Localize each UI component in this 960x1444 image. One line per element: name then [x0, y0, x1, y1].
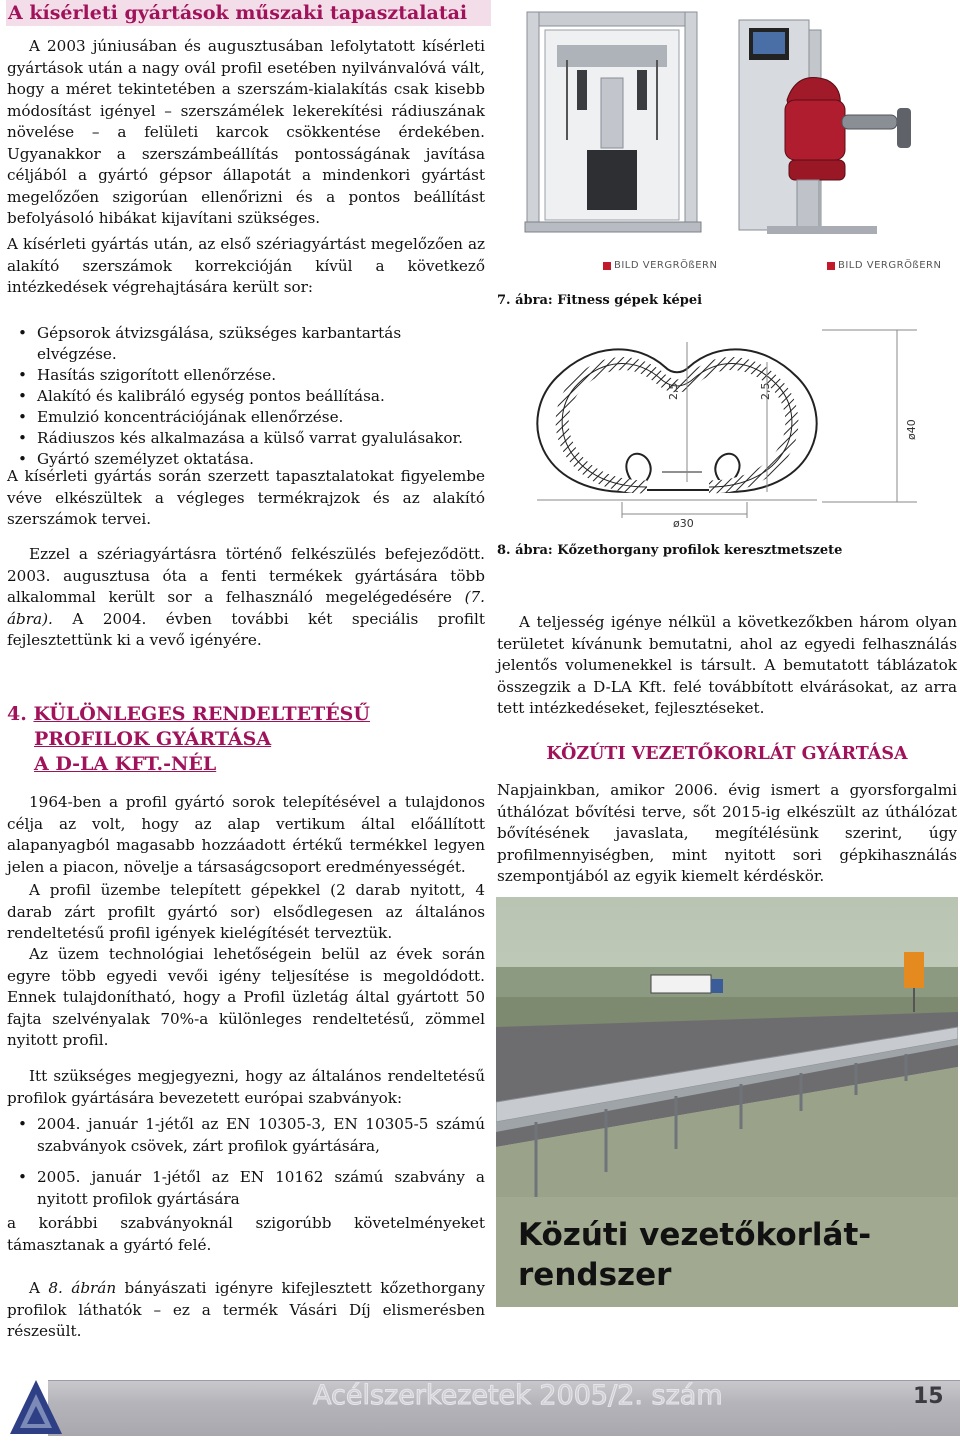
- measures-list: [7, 323, 485, 470]
- logo-icon: [8, 1376, 64, 1440]
- publication-title: Acélszerkezetek 2005/2. szám: [313, 1380, 723, 1411]
- cross-section-drawing: [497, 322, 959, 534]
- rock-anchor-cross-section-figure: [497, 322, 959, 534]
- list-item: • Rádiuszos kés alkalmazása a külső varrat gyalulásakor.: [7, 428, 485, 449]
- chapter-heading: 4. KÜLÖNLEGES RENDELTETÉSŰ PROFILOK GYÁRTÁSA A D-LA KFT.-NÉL: [7, 703, 370, 775]
- page-footer: [0, 1370, 960, 1444]
- list-item: • Alakító és kalibráló egység pontos beállítása.: [7, 386, 485, 407]
- paragraph-measures-intro: A kísérleti gyártás után, az első szériagyártást megelőzően az alakító szerszámok korrekcióján kívül a következő intézkedések végrehajtására került sor:: [7, 235, 485, 296]
- list-item: • 2004. január 1-jétől az EN 10305-3, EN 10305-5 számú szabványok csövek, zárt profilok gyártására,: [7, 1114, 485, 1157]
- fitness-machines-figure: [497, 0, 959, 282]
- paragraph-standards-intro: Itt szükséges megjegyezni, hogy az általános rendeltetésű profilok gyártására bevezetett európai szabványok:: [7, 1067, 485, 1107]
- list-item: • Hasítás szigorított ellenőrzése.: [7, 365, 485, 386]
- dimension-label: 2,5: [667, 382, 680, 400]
- section-heading-road-guardrail: KÖZÚTI VEZETŐKORLÁT GYÁRTÁSA: [546, 744, 908, 764]
- paragraph-series-production: Ezzel a szériagyártásra történő felkészülés befejeződött. 2003. augusztusa óta a fenti termékek gyártására több alkalommal került sor a felhasználó megelégedésére (7. ábra). A 2004. évben további két speciális profilt fejlesztettünk ki a vevő igényére.: [7, 545, 485, 649]
- paragraph-trial-results: A 2003 júniusában és augusztusában lefolytatott kísérleti gyártások után a nagy ovál profil esetében nyilvánvalóvá vált, hogy a méret tekintetében a szerszám-kialakítás csak kisebb módosítást igényel – szerszámélek lekerekítési rádiuszának növelése – a felületi karcok csökkentése érdekében. Ugyanakkor a szerszámbeállítás pontosságának javítása céljából a gyártó gépsor állapotát a mindenkori gyártást megelőzően szigorúan ellenőrizni és a pontos beállítást befolyásoló hibákat kijavítani szükséges.: [7, 37, 485, 227]
- paragraph-stricter: a korábbi szabványoknál szigorúbb követelményeket támasztanak a gyártó felé.: [7, 1214, 485, 1254]
- bild-vergroessern-label: BILD VERGRÖßERN: [614, 260, 718, 271]
- list-item: • 2005. január 1-jétől az EN 10162 számú szabvány a nyitott profilok gyártására: [7, 1167, 485, 1210]
- paragraph-application-areas: A teljesség igénye nélkül a következőkben három olyan területet kívánunk bemutatni, ahol az egyedi felhasználás jelentős volumenekkel is társult. A bemutatott táblázatok összegzik a D-LA Kft. felé továbbított elvárásokat, az arra tett intézkedéseket, fejlesztéseket.: [497, 613, 957, 717]
- paragraph-road-network: Napjainkban, amikor 2006. évig ismert a gyorsforgalmi úthálózat bővítési terve, sőt 2015-ig elkészült az úthálózat bővítésének javaslata, megítélésünk szerint, úgy profilmennyiségben, mint nyitott sori gépkihasználás szempontjából az egyik kiemelt kérdéskör.: [497, 781, 957, 885]
- section-heading: A kísérleti gyártások műszaki tapasztalatai: [6, 0, 491, 26]
- list-item: • Emulzió koncentrációjának ellenőrzése.: [7, 407, 485, 428]
- paragraph-rock-anchor: A 8. ábrán bányászati igényre kifejlesztett kőzethorgany profilok láthatók – ez a termék Vásári Díj elismerésben részesült.: [7, 1279, 485, 1340]
- paragraph-history: 1964-ben a profil gyártó sorok telepítésével a tulajdonos célja az volt, hogy az alap vertikum által előállított alapanyagból magasabb hozzáadott értékű termékkel legyen jelen a piacon, növelje a társaságcsoport eredményességét.: [7, 793, 485, 876]
- dimension-label: ø30: [673, 517, 694, 530]
- dimension-label: ø40: [905, 419, 918, 440]
- guardrail-photo: [496, 897, 958, 1307]
- list-item: • Gépsorok átvizsgálása, szükséges karbantartás elvégzése.: [7, 323, 485, 365]
- paragraph-machines: A profil üzembe telepített gépekkel (2 darab nyitott, 4 darab zárt profilt gyártó sor) elsődlegesen az általános rendeltetésű profil igények kielégítését terveztük.: [7, 881, 485, 942]
- figure-8-caption: 8. ábra: Kőzethorgany profilok keresztmetszete: [497, 543, 843, 558]
- paragraph-final-drawings: A kísérleti gyártás során szerzett tapasztalatokat figyelembe véve elkészültek a végleges termékrajzok és az alakító szerszámok tervei.: [7, 467, 485, 528]
- photo-caption-text: Közúti vezetőkorlát- rendszer: [518, 1217, 872, 1293]
- standards-list: [7, 1114, 485, 1210]
- dimension-label: 2,5: [759, 382, 772, 400]
- figure-7-caption: 7. ábra: Fitness gépek képei: [497, 293, 703, 308]
- fitness-machines-illustration: [497, 0, 959, 282]
- bild-vergroessern-label: BILD VERGRÖßERN: [838, 260, 942, 271]
- page-number: 15: [913, 1384, 944, 1409]
- list-item: • Gyártó személyzet oktatása.: [7, 449, 485, 470]
- paragraph-capabilities: Az üzem technológiai lehetőségein belül az évek során egyre több egyedi vevői igény teljesítése is megoldódott. Ennek tulajdonítható, hogy a Profil üzletág által gyártott 50 fajta szelvényalak 70%-a különleges rendeltetésű, zömmel nyitott profil.: [7, 945, 485, 1049]
